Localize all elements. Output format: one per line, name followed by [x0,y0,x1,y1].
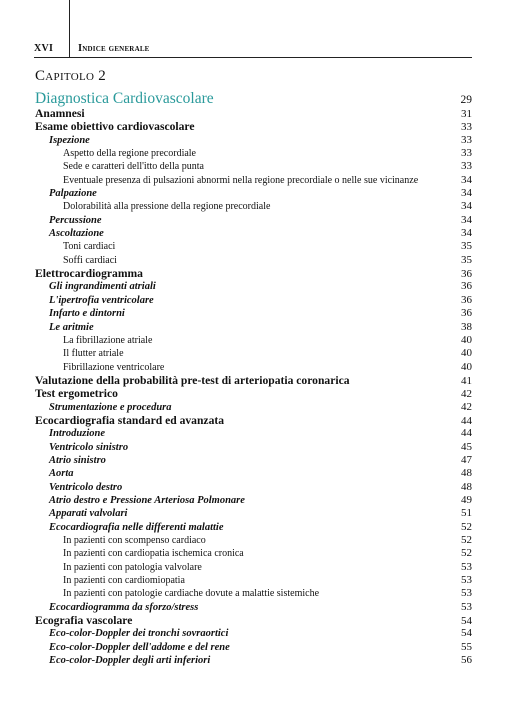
toc-entry-page-number: 51 [461,507,472,520]
toc-entry-page-number: 53 [461,574,472,587]
chapter-title: Diagnostica Cardiovascolare [35,90,214,107]
header-vertical-rule [69,0,70,58]
toc-entry-page-number: 33 [461,133,472,146]
toc-entry [35,227,472,240]
toc-entry-page-number: 40 [461,333,472,346]
table-of-contents [35,91,472,667]
toc-entry-title: Eco-color-Doppler degli arti inferiori [49,655,211,667]
toc-entry-title: In pazienti con cardiomiopatia [63,575,185,587]
header-horizontal-rule [34,57,472,58]
toc-entry [35,467,472,480]
toc-entry [35,414,472,427]
toc-entry-page-number: 53 [461,560,472,573]
toc-entry [35,547,472,560]
toc-entry-page-number: 36 [461,293,472,306]
toc-entry-title: Apparati valvolari [49,508,128,520]
toc-entry [35,507,472,520]
toc-entry [35,627,472,640]
toc-entry-page-number: 36 [461,268,472,281]
toc-entry [35,494,472,507]
toc-entry-title: Le aritmie [49,321,94,333]
toc-entry [35,134,472,147]
toc-entry [35,120,472,133]
toc-entry-title: In pazienti con patologia valvolare [63,561,202,573]
toc-entry [35,401,472,414]
toc-entry-page-number: 42 [461,400,472,413]
toc-entry-title: Introduzione [49,428,106,440]
toc-entry-page-number: 35 [461,240,472,253]
toc-entry-title: Test ergometrico [35,387,118,401]
toc-entry-title: Infarto e dintorni [49,308,125,320]
toc-entry-title: Toni cardiaci [63,241,116,253]
toc-entry-title: Valutazione della probabilità pre-test di arteriopatia coronarica [35,373,350,387]
toc-entry [35,574,472,587]
toc-entry-page-number: 54 [461,627,472,640]
toc-entry-title: Eco-color-Doppler dell'addome e del rene [49,641,230,653]
toc-entry [35,641,472,654]
toc-entry-title: Strumentazione e procedura [49,401,172,413]
toc-entry-page-number: 44 [461,414,472,427]
toc-entry-title: L'ipertrofia ventricolare [49,294,154,306]
toc-entry-title: Ecocardiografia nelle differenti malattie [49,521,224,533]
toc-entry-title: Ventricolo destro [49,481,123,493]
toc-entry-page-number: 31 [461,108,472,120]
toc-entry-title: Anamnesi [35,107,85,120]
toc-entry [35,481,472,494]
toc-entry [35,147,472,160]
chapter-label: Capitolo 2 [35,68,107,84]
toc-entry-page-number: 40 [461,360,472,373]
toc-entry [35,307,472,320]
toc-entry-title: Fibrillazione ventricolare [63,361,165,373]
toc-entry [35,174,472,187]
toc-entry-page-number: 33 [461,160,472,173]
toc-entry-title: Dolorabilità alla pressione della regione precordiale [63,201,271,213]
toc-entry [35,454,472,467]
toc-entry [35,387,472,400]
toc-entry-title: Il flutter atriale [63,348,124,360]
toc-entry-page-number: 47 [461,453,472,466]
toc-entry-page-number: 52 [461,534,472,546]
toc-entry-title: La fibrillazione atriale [63,334,153,346]
toc-entry-title: Ispezione [49,134,90,146]
toc-entry-page-number: 38 [461,320,472,333]
toc-entry-title: Atrio sinistro [49,454,106,466]
toc-entry-page-number: 36 [461,307,472,320]
toc-entry-page-number: 56 [461,654,472,667]
toc-entry-page-number: 29 [460,94,472,106]
toc-entry-page-number: 53 [461,600,472,613]
toc-entry-title: Elettrocardiogramma [35,267,143,281]
toc-entry-title: In pazienti con cardiopatia ischemica cronica [63,548,244,560]
toc-entry-title: Esame obiettivo cardiovascolare [35,120,195,134]
running-section-title: Indice generale [78,43,150,54]
toc-entry-title: Ventricolo sinistro [49,441,129,453]
toc-entry-title: Palpazione [49,188,97,200]
toc-entry [35,160,472,173]
toc-entry-title: Sede e caratteri dell'itto della punta [63,161,204,173]
toc-entry-title: Eventuale presenza di pulsazioni abnormi nella regione precordiale o nelle sue vicinanze [63,174,419,186]
toc-entry [35,601,472,614]
toc-entry-title: Eco-color-Doppler dei tronchi sovraortici [49,628,229,640]
toc-entry-page-number: 40 [461,347,472,360]
toc-entry [35,267,472,280]
toc-entry [35,294,472,307]
chapter-title-entry [35,91,472,107]
toc-entry [35,654,472,667]
toc-entry-page-number: 35 [461,253,472,266]
toc-entry [35,240,472,253]
toc-entry-page-number: 54 [461,615,472,628]
toc-entry-page-number: 48 [461,467,472,480]
toc-entry-page-number: 52 [461,547,472,560]
toc-entry-page-number: 34 [461,213,472,226]
toc-entry-page-number: 42 [461,388,472,401]
toc-entry [35,254,472,267]
toc-entry [35,521,472,534]
toc-entry-title: In pazienti con patologie cardiache dovute a malattie sistemiche [63,588,320,600]
toc-entry-title: Ecocardiogramma da sforzo/stress [49,601,199,613]
page-number: XVI [34,43,54,54]
toc-entry-page-number: 34 [461,173,472,186]
toc-entry-title: In pazienti con scompenso cardiaco [63,535,206,546]
toc-entry [35,441,472,454]
toc-entry-title: Soffi cardiaci [63,254,117,266]
toc-entry [35,107,472,120]
toc-entry [35,334,472,347]
toc-entry-title: Ascoltazione [49,228,104,240]
toc-entry-title: Atrio destro e Pressione Arteriosa Polmonare [49,494,245,506]
toc-entry [35,347,472,360]
toc-entry-title: Aorta [49,468,74,480]
toc-entry [35,361,472,374]
toc-entry-page-number: 33 [461,147,472,160]
toc-entry-title: Aspetto della regione precordiale [63,148,196,160]
toc-entry [35,280,472,293]
toc-entry [35,587,472,600]
toc-entry-page-number: 48 [461,480,472,493]
toc-entry [35,374,472,387]
toc-entry [35,200,472,213]
toc-entry-page-number: 53 [461,587,472,600]
toc-entry-page-number: 55 [461,640,472,653]
toc-entry-page-number: 45 [461,440,472,453]
toc-entry-page-number: 33 [461,121,472,134]
toc-entry-title: Ecocardiografia standard ed avanzata [35,413,225,427]
toc-entry [35,187,472,200]
toc-entry-title: Percussione [49,214,102,226]
toc-entry-title: Gli ingrandimenti atriali [49,281,156,293]
toc-entry-page-number: 34 [461,227,472,240]
toc-entry [35,614,472,627]
toc-entry [35,214,472,227]
toc-entry-page-number: 36 [461,280,472,293]
toc-entry [35,427,472,440]
toc-entry-page-number: 44 [461,427,472,440]
toc-entry-page-number: 34 [461,200,472,213]
toc-entry-page-number: 34 [461,187,472,200]
toc-entry-page-number: 49 [461,493,472,506]
toc-entry-page-number: 52 [461,520,472,533]
toc-entry [35,561,472,574]
toc-entry [35,534,472,547]
toc-entry-title: Ecografia vascolare [35,614,133,628]
toc-entry [35,321,472,334]
toc-entry-page-number: 41 [461,374,472,387]
